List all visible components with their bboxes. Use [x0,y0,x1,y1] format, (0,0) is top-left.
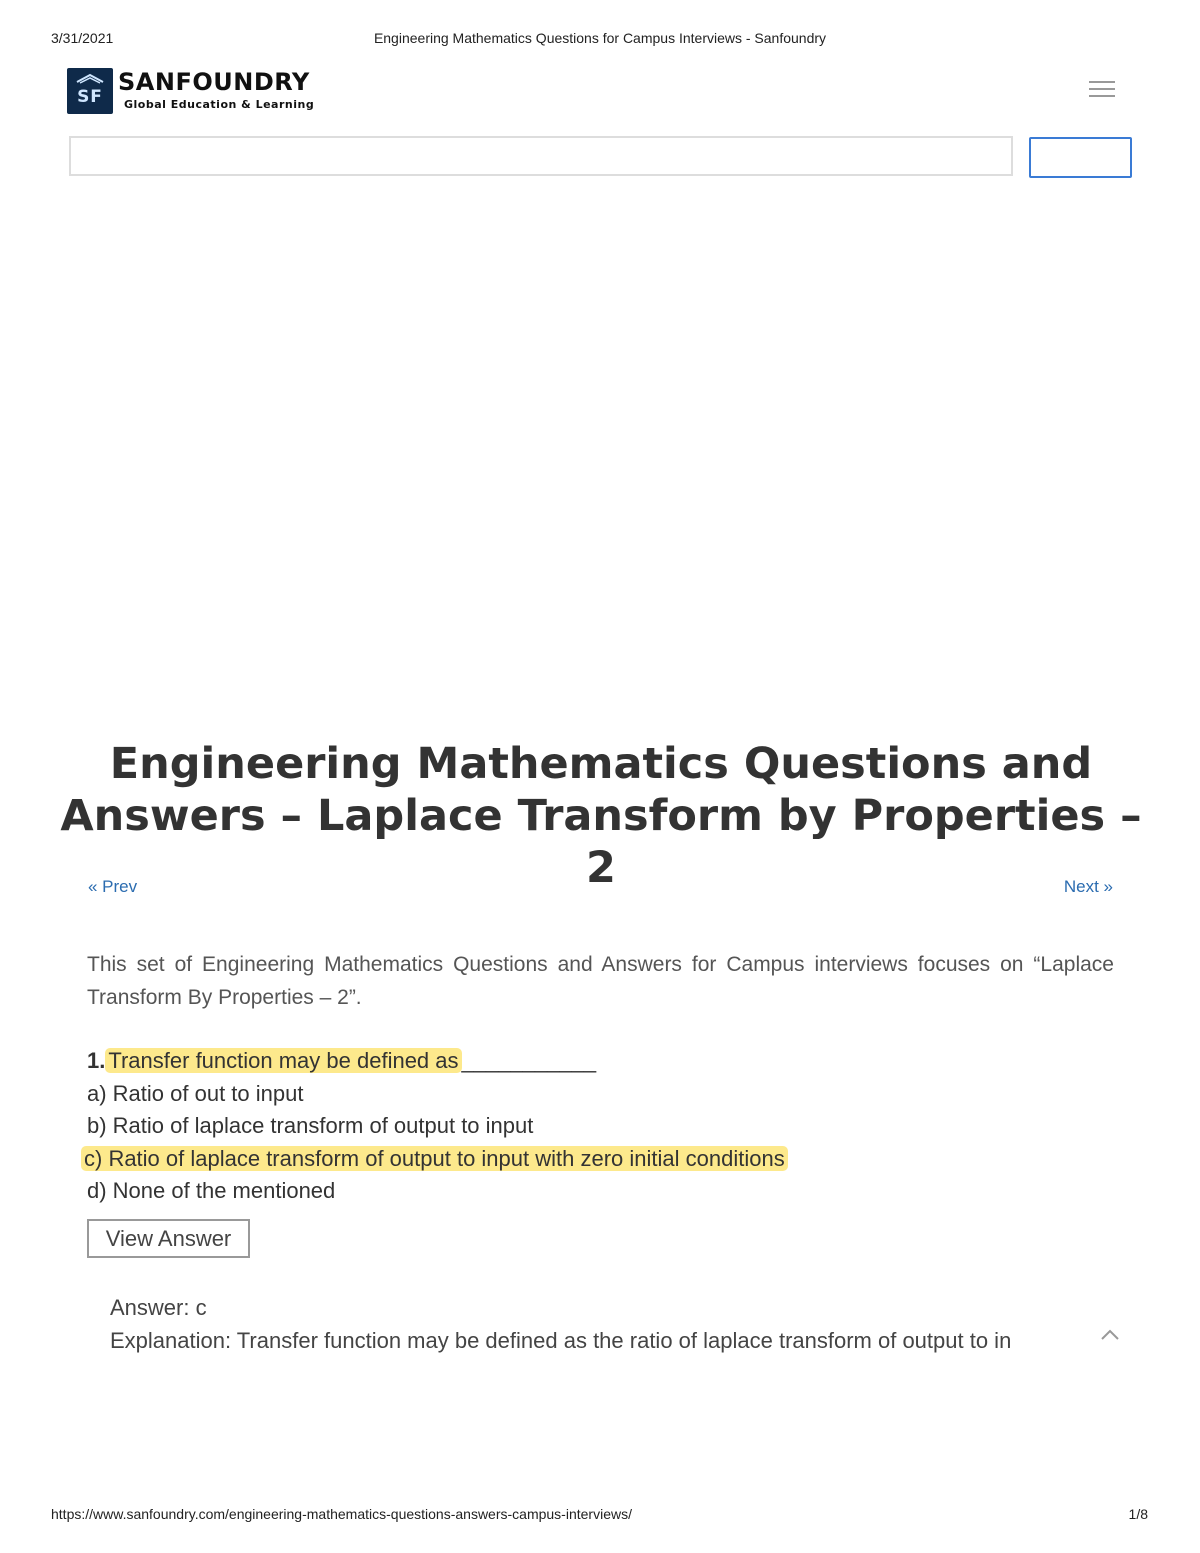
print-footer [0,1506,1200,1526]
hamburger-menu-icon[interactable] [1089,81,1115,99]
logo-tagline: Global Education & Learning [124,98,315,111]
question-number: 1. [87,1048,106,1073]
option-c-highlight: c) Ratio of laplace transform of output to input with zero initial conditions [81,1146,788,1171]
page-title [60,738,1142,894]
question-highlight: Transfer function may be defined as [105,1048,461,1073]
question-text [87,1045,1117,1078]
page-title-line-1: Engineering Mathematics Questions and [109,739,1093,789]
explanation-text: Explanation: Transfer function may be defined as the ratio of laplace transform of output to in [110,1328,1012,1353]
print-title: Engineering Mathematics Questions for Campus Interviews - Sanfoundry [373,30,827,46]
view-answer-button[interactable]: View Answer [87,1219,250,1258]
option-c [81,1143,1117,1176]
page-title-line-2: Answers – Laplace Transform by Properties – 2 [60,791,1142,893]
sanfoundry-logo[interactable] [67,68,317,114]
print-date: 3/31/2021 [51,30,114,46]
prev-link[interactable]: « Prev [88,877,138,896]
option-a: a) Ratio of out to input [87,1080,304,1106]
print-header [0,30,1200,50]
answer-text: Answer: c [110,1295,207,1320]
logo-badge [67,68,113,114]
search-button[interactable] [1029,137,1132,178]
next-link[interactable]: Next » [1063,877,1113,896]
scroll-to-top-icon[interactable] [1098,1325,1122,1345]
print-url: https://www.sanfoundry.com/engineering-mathematics-questions-answers-campus-interviews/ [51,1506,632,1522]
logo-sf-text: SF [77,87,103,107]
answer-panel [110,1291,1100,1369]
question-blank: ___________ [461,1048,597,1073]
logo-name: SANFOUNDRY [118,68,310,96]
book-icon [76,72,104,84]
intro-paragraph: This set of Engineering Mathematics Questions and Answers for Campus interviews focuses on “Laplace Transform By Properties – 2”. [87,953,1114,1009]
option-d: d) None of the mentioned [87,1178,336,1203]
option-b: b) Ratio of laplace transform of output to input [87,1113,534,1138]
search-input[interactable] [69,136,1013,176]
question-block [84,1045,1117,1208]
print-page-number: 1/8 [1128,1506,1148,1522]
